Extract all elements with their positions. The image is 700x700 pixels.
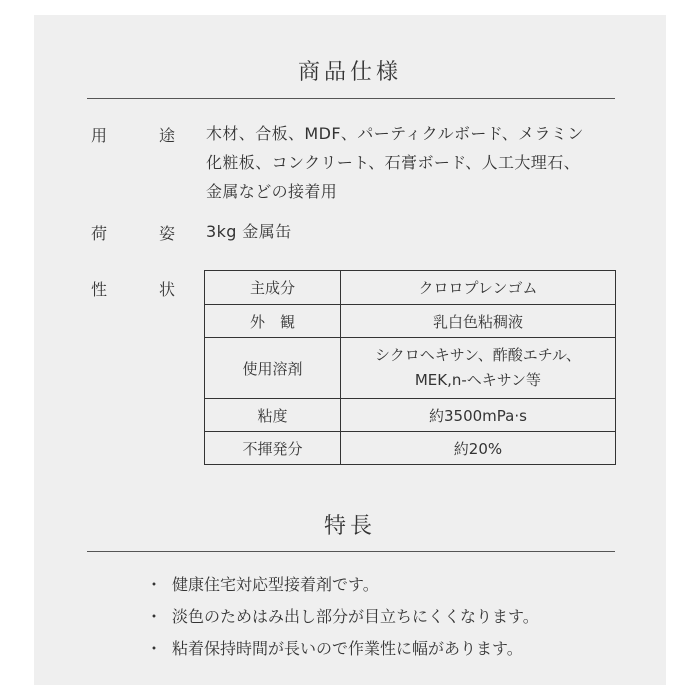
usage-line: 金属などの接着用 <box>206 182 338 201</box>
table-row <box>205 271 616 305</box>
usage-value <box>206 119 616 206</box>
list-item <box>146 570 539 602</box>
properties-table <box>204 270 616 465</box>
property-value: クロロプレンゴム <box>340 271 615 305</box>
properties-label <box>91 277 175 300</box>
feature-text: 淡色のためはみ出し部分が目立ちにくくなります。 <box>172 607 539 626</box>
usage-line: 化粧板、コンクリート、石膏ボード、人工大理石、 <box>206 153 581 172</box>
property-name: 外 観 <box>205 305 341 338</box>
usage-label-char-2: 途 <box>158 126 175 145</box>
bullet: ・ <box>146 575 163 594</box>
features-list <box>146 570 539 666</box>
packing-label <box>91 221 175 244</box>
usage-label <box>91 123 175 146</box>
feature-text: 健康住宅対応型接着剤です。 <box>172 575 379 594</box>
table-row <box>205 338 616 399</box>
list-item <box>146 634 539 666</box>
packing-label-char-2: 姿 <box>158 224 175 243</box>
usage-line: 木材、合板、MDF、パーティクルボード、メラミン <box>206 124 584 143</box>
spec-panel <box>34 15 666 685</box>
property-name: 粘度 <box>205 399 341 432</box>
property-value <box>340 338 615 399</box>
property-name: 不揮発分 <box>205 432 341 465</box>
property-value: 約20% <box>340 432 615 465</box>
packing-label-char-1: 荷 <box>91 224 108 243</box>
features-title: 特長 <box>323 514 376 539</box>
bullet: ・ <box>146 639 163 658</box>
property-value: 乳白色粘稠液 <box>340 305 615 338</box>
table-row <box>205 305 616 338</box>
list-item <box>146 602 539 634</box>
usage-label-char-1: 用 <box>91 126 108 145</box>
spec-title-divider <box>87 98 615 99</box>
property-name: 使用溶剤 <box>205 338 341 399</box>
features-title-divider <box>87 551 615 552</box>
feature-text: 粘着保持時間が長いので作業性に幅があります。 <box>172 639 523 658</box>
bullet: ・ <box>146 607 163 626</box>
property-name: 主成分 <box>205 271 341 305</box>
packing-value: 3kg 金属缶 <box>206 222 292 241</box>
table-row <box>205 432 616 465</box>
property-value-line: シクロヘキサン、酢酸エチル、 <box>375 346 581 364</box>
properties-label-char-1: 性 <box>91 280 108 299</box>
properties-label-char-2: 状 <box>158 280 175 299</box>
property-value-line: MEK,n-ヘキサン等 <box>414 371 542 389</box>
property-value: 約3500mPa·s <box>340 399 615 432</box>
table-row <box>205 399 616 432</box>
spec-title: 商品仕様 <box>297 60 402 85</box>
